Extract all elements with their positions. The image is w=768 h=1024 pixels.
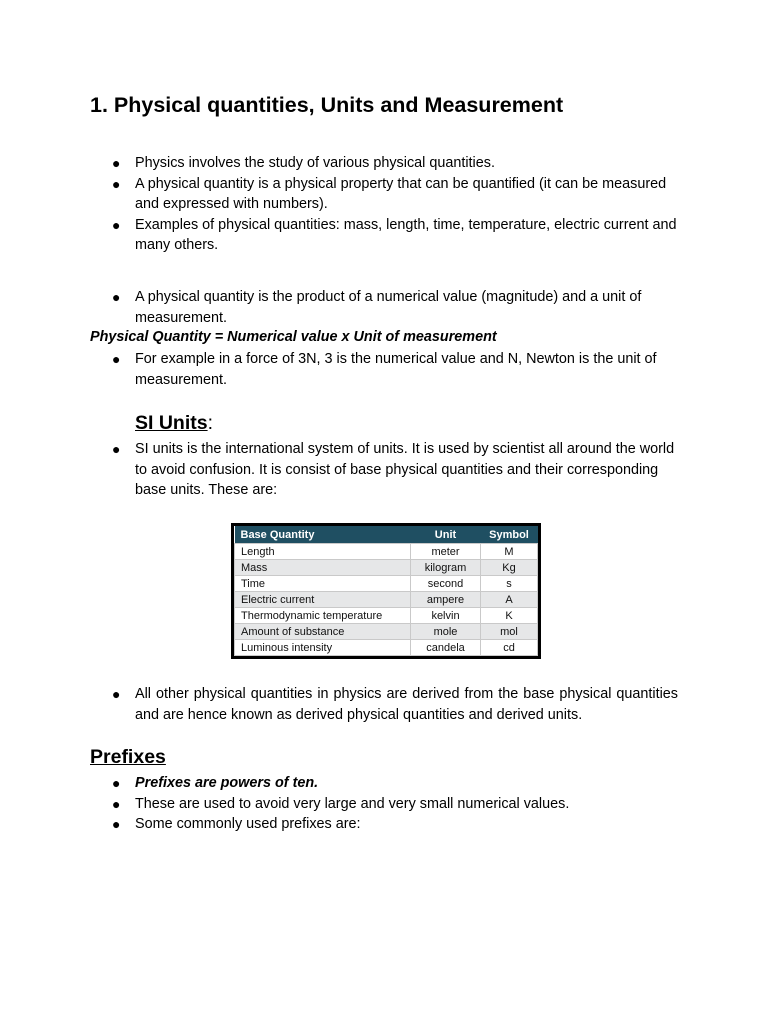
table-cell: Electric current [235, 592, 411, 608]
table-cell: Length [235, 544, 411, 560]
table-cell: candela [411, 640, 481, 656]
table-cell: A [481, 592, 538, 608]
table-row [235, 624, 538, 640]
column-header-base-quantity: Base Quantity [235, 526, 411, 544]
prefixes-bullet-list [0, 773, 768, 835]
table-cell: second [411, 576, 481, 592]
table-cell: Mass [235, 560, 411, 576]
base-units-table-frame [231, 523, 541, 659]
table-row [235, 592, 538, 608]
list-item: ● All other physical quantities in physics are derived from the base physical quantities and are hence known as derived physical quantities and derived units. [112, 686, 678, 723]
table-cell: kilogram [411, 560, 481, 576]
table-row [235, 640, 538, 656]
table-cell: ampere [411, 592, 481, 608]
bullet-icon: ● [112, 351, 121, 367]
list-item: ● A physical quantity is a physical property that can be quantified (it can be measured and expressed with numbers). [112, 175, 667, 212]
bullet-icon: ● [112, 441, 121, 457]
list-item: ● SI units is the international system of units. It is used by scientist all around the world to avoid confusion. It is consist of base physical quantities and their corresponding base units. These are: [112, 441, 675, 498]
table-row [235, 576, 538, 592]
list-item: ● A physical quantity is the product of a numerical value (magnitude) and a unit of measurement. [112, 289, 642, 326]
table-cell: K [481, 608, 538, 624]
bullet-icon: ● [112, 155, 121, 171]
derived-bullet-list [0, 684, 768, 725]
table-cell: Luminous intensity [235, 640, 411, 656]
table-header-row [235, 526, 538, 544]
bullet-icon: ● [112, 816, 121, 832]
table-cell: mole [411, 624, 481, 640]
base-units-table [234, 526, 538, 656]
table-cell: meter [411, 544, 481, 560]
table-cell: s [481, 576, 538, 592]
column-header-unit: Unit [411, 526, 481, 544]
list-item: ● Some commonly used prefixes are: [0, 814, 768, 835]
table-cell: kelvin [411, 608, 481, 624]
table-row [235, 608, 538, 624]
list-item: ● Examples of physical quantities: mass, length, time, temperature, electric current and many others. [112, 216, 677, 253]
intro-bullet-list [0, 153, 768, 256]
table-cell: Amount of substance [235, 624, 411, 640]
bullet-icon: ● [112, 289, 121, 305]
bullet-icon: ● [112, 686, 121, 702]
table-cell: cd [481, 640, 538, 656]
list-item: ● These are used to avoid very large and very small numerical values. [0, 794, 768, 815]
bullet-icon: ● [112, 175, 121, 192]
table-row [235, 560, 538, 576]
table-cell: mol [481, 624, 538, 640]
bullet-icon: ● [112, 795, 121, 812]
bullet-icon: ● [112, 216, 121, 233]
table-cell: Kg [481, 560, 538, 576]
column-header-symbol: Symbol [481, 526, 538, 544]
example-bullet-list [0, 349, 768, 390]
list-item: ● For example in a force of 3N, 3 is the numerical value and N, Newton is the unit of measurement. [112, 351, 657, 388]
table-cell: Time [235, 576, 411, 592]
table-cell: Thermodynamic temperature [235, 608, 411, 624]
formula-text: Physical Quantity = Numerical value x Unit of measurement [90, 329, 497, 345]
table-cell: M [481, 544, 538, 560]
product-bullet-list [0, 287, 768, 328]
list-item: ● Physics involves the study of various physical quantities. [0, 153, 768, 174]
si-bullet-list [0, 439, 768, 501]
prefixes-heading: Prefixes [90, 746, 166, 768]
list-item: ● Prefixes are powers of ten. [0, 773, 768, 794]
page-title: 1. Physical quantities, Units and Measurement [90, 93, 564, 117]
bullet-icon: ● [112, 775, 121, 791]
table-row [235, 544, 538, 560]
si-units-heading: SI Units: [135, 412, 214, 434]
